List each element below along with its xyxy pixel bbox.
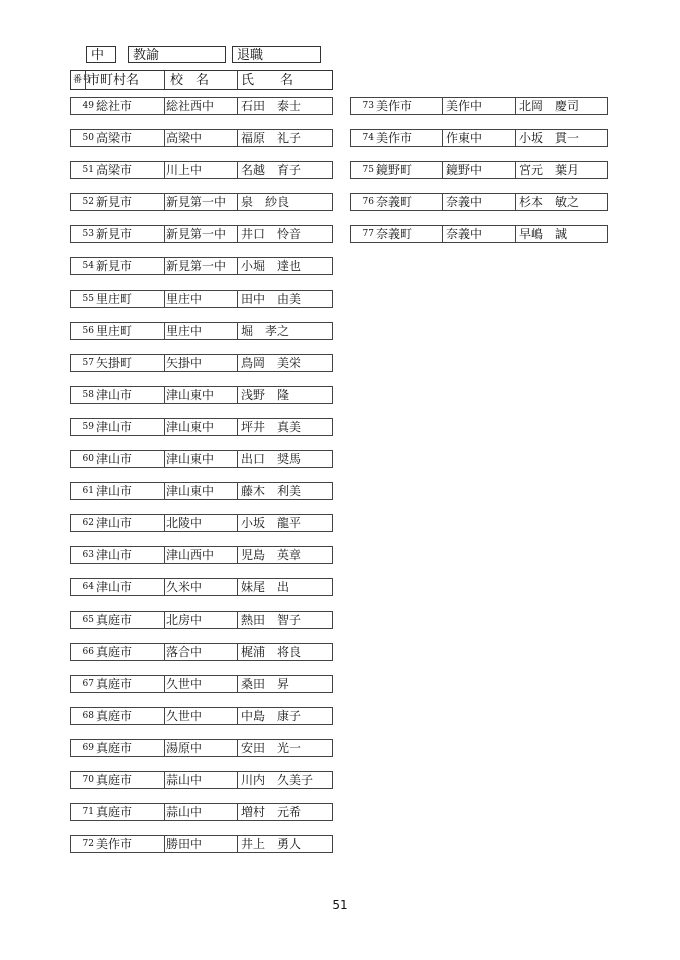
cell-divider [164, 450, 165, 468]
cell-divider [164, 193, 165, 211]
right-column [350, 97, 608, 257]
row-city: 矢掛町 [96, 355, 133, 370]
cell-divider [164, 739, 165, 757]
table-row [70, 290, 333, 308]
row-school: 津山東中 [166, 419, 215, 434]
row-school: 新見第一中 [166, 195, 227, 210]
row-name: 井口 怜音 [241, 227, 302, 242]
cell-divider [237, 578, 238, 596]
table-row [70, 739, 333, 757]
row-school: 久米中 [166, 580, 203, 595]
table-row [70, 386, 333, 404]
row-city: 津山市 [96, 516, 133, 531]
cell-divider [237, 97, 238, 115]
table-row [70, 835, 333, 853]
cell-divider [237, 386, 238, 404]
header-school: 校 名 [170, 73, 210, 88]
row-name: 川内 久美子 [241, 772, 314, 787]
table-row [350, 161, 608, 179]
row-name: 早嶋 誠 [519, 227, 568, 242]
cell-divider [164, 354, 165, 372]
row-city: 総社市 [96, 99, 133, 113]
row-name: 藤木 利美 [241, 484, 302, 499]
cell-divider [164, 418, 165, 436]
row-number: 55 [82, 293, 94, 304]
row-number: 77 [362, 229, 374, 240]
cell-divider [237, 257, 238, 275]
cell-divider [164, 707, 165, 725]
row-number: 52 [82, 197, 94, 208]
row-school: 作東中 [446, 131, 483, 146]
row-name: 小堀 達也 [241, 259, 302, 274]
cell-divider [164, 675, 165, 693]
table-row [70, 354, 333, 372]
row-number: 71 [82, 807, 94, 818]
row-school: 蒜山中 [166, 772, 203, 787]
cell-divider [237, 739, 238, 757]
table-row [70, 322, 333, 340]
table-row [70, 611, 333, 629]
cell-divider [237, 193, 238, 211]
cell-divider [164, 482, 165, 500]
table-row [70, 546, 333, 564]
row-name: 坪井 真美 [241, 419, 302, 434]
header-city: 市町村名 [87, 73, 140, 88]
row-number: 62 [82, 518, 94, 529]
table-row [350, 129, 608, 147]
cell-divider [442, 193, 443, 211]
row-number: 65 [82, 614, 94, 625]
cell-divider [237, 675, 238, 693]
row-number: 66 [82, 646, 94, 657]
row-name: 堀 孝之 [241, 323, 290, 338]
row-city: 真庭市 [96, 612, 133, 627]
cell-divider [237, 450, 238, 468]
cell-divider [237, 835, 238, 853]
row-name: 北岡 慶司 [519, 99, 580, 113]
row-city: 真庭市 [96, 708, 133, 723]
cell-divider [164, 514, 165, 532]
table-row [350, 193, 608, 211]
row-city: 奈義町 [376, 195, 413, 210]
cell-divider [237, 771, 238, 789]
cell-divider [237, 643, 238, 661]
row-number: 59 [82, 421, 94, 432]
cell-divider [237, 514, 238, 532]
cell-divider [164, 257, 165, 275]
row-city: 美作市 [96, 837, 133, 852]
row-school: 里庄中 [166, 291, 203, 306]
cell-divider [164, 546, 165, 564]
row-number: 54 [82, 261, 94, 272]
row-name: 増村 元希 [241, 805, 302, 820]
row-name: 桑田 昇 [241, 676, 290, 691]
row-name: 井上 勇人 [241, 837, 302, 852]
row-number: 50 [82, 133, 94, 144]
header-divider [164, 71, 165, 89]
row-school: 勝田中 [166, 837, 203, 852]
row-school: 津山東中 [166, 452, 215, 467]
row-school: 鏡野中 [446, 163, 483, 178]
table-row [350, 225, 608, 243]
row-city: 津山市 [96, 548, 133, 563]
row-city: 新見市 [96, 195, 133, 210]
row-number: 53 [82, 229, 94, 240]
row-number: 60 [82, 454, 94, 465]
row-school: 久世中 [166, 708, 203, 723]
table-row [70, 578, 333, 596]
row-city: 津山市 [96, 580, 133, 595]
row-number: 68 [82, 710, 94, 721]
table-row [70, 675, 333, 693]
cell-divider [237, 707, 238, 725]
header-name: 氏 名 [241, 73, 294, 88]
cell-divider [237, 482, 238, 500]
row-name: 小坂 貫一 [519, 131, 580, 146]
cell-divider [237, 225, 238, 243]
row-school: 北陵中 [166, 516, 203, 531]
cell-divider [164, 803, 165, 821]
row-number: 73 [362, 101, 374, 111]
row-name: 梶浦 将良 [241, 644, 302, 659]
position-label: 教諭 [133, 48, 160, 63]
row-number: 72 [82, 839, 94, 850]
row-number: 69 [82, 742, 94, 753]
cell-divider [237, 322, 238, 340]
table-row [70, 257, 333, 275]
row-name: 宮元 葉月 [519, 163, 580, 178]
cell-divider [515, 161, 516, 179]
row-number: 49 [82, 101, 94, 111]
page-number: 51 [332, 898, 348, 912]
cell-divider [515, 225, 516, 243]
row-city: 高梁市 [96, 131, 133, 146]
table-row [70, 193, 333, 211]
row-city: 新見市 [96, 259, 133, 274]
cell-divider [442, 161, 443, 179]
table-row [70, 418, 333, 436]
row-city: 津山市 [96, 452, 133, 467]
cell-divider [237, 290, 238, 308]
row-school: 総社西中 [166, 99, 215, 113]
table-row [70, 450, 333, 468]
row-city: 真庭市 [96, 740, 133, 755]
row-school: 蒜山中 [166, 805, 203, 820]
row-city: 里庄町 [96, 291, 133, 306]
row-city: 真庭市 [96, 805, 133, 820]
row-number: 74 [362, 133, 374, 144]
cell-divider [164, 161, 165, 179]
row-school: 新見第一中 [166, 227, 227, 242]
row-name: 児島 英章 [241, 548, 302, 563]
row-name: 杉本 敏之 [519, 195, 580, 210]
row-number: 56 [82, 325, 94, 336]
row-school: 高梁中 [166, 131, 203, 146]
row-name: 泉 紗良 [241, 195, 290, 210]
table-row [70, 803, 333, 821]
level-box [86, 46, 116, 63]
table-row [70, 97, 333, 115]
cell-divider [164, 290, 165, 308]
row-number: 76 [362, 197, 374, 208]
table-row [70, 161, 333, 179]
status-box [232, 46, 321, 63]
row-school: 久世中 [166, 676, 203, 691]
row-school: 美作中 [446, 99, 483, 113]
row-city: 美作市 [376, 131, 413, 146]
cell-divider [515, 193, 516, 211]
row-school: 川上中 [166, 163, 203, 178]
row-school: 津山東中 [166, 484, 215, 499]
row-city: 真庭市 [96, 676, 133, 691]
table-row [70, 225, 333, 243]
cell-divider [442, 97, 443, 115]
row-school: 里庄中 [166, 323, 203, 338]
row-name: 鳥岡 美栄 [241, 355, 302, 370]
row-school: 奈義中 [446, 195, 483, 210]
row-city: 津山市 [96, 484, 133, 499]
cell-divider [515, 129, 516, 147]
row-city: 新見市 [96, 227, 133, 242]
row-school: 北房中 [166, 612, 203, 627]
cell-divider [164, 771, 165, 789]
row-school: 新見第一中 [166, 259, 227, 274]
row-number: 75 [362, 165, 374, 176]
row-city: 美作市 [376, 99, 413, 113]
cell-divider [164, 225, 165, 243]
row-school: 奈義中 [446, 227, 483, 242]
row-name: 名越 育子 [241, 163, 302, 178]
cell-divider [237, 546, 238, 564]
left-column [70, 97, 333, 867]
cell-divider [164, 97, 165, 115]
table-row [70, 707, 333, 725]
row-name: 小坂 龍平 [241, 516, 302, 531]
row-name: 浅野 隆 [241, 387, 290, 402]
row-name: 中島 康子 [241, 708, 302, 723]
header-divider [237, 71, 238, 89]
row-number: 61 [82, 486, 94, 497]
row-name: 福原 礼子 [241, 131, 302, 146]
cell-divider [237, 354, 238, 372]
cell-divider [237, 161, 238, 179]
cell-divider [442, 225, 443, 243]
level-label: 中 [91, 48, 105, 63]
row-city: 津山市 [96, 387, 133, 402]
row-name: 熱田 智子 [241, 612, 302, 627]
row-city: 高梁市 [96, 163, 133, 178]
row-school: 矢掛中 [166, 355, 203, 370]
row-name: 妹尾 出 [241, 580, 290, 595]
table-row [70, 643, 333, 661]
table-header [70, 70, 333, 90]
row-school: 落合中 [166, 644, 203, 659]
row-number: 64 [82, 582, 94, 593]
table-row [70, 482, 333, 500]
cell-divider [515, 97, 516, 115]
row-school: 津山西中 [166, 548, 215, 563]
row-name: 安田 光一 [241, 740, 302, 755]
cell-divider [164, 578, 165, 596]
row-number: 70 [82, 774, 94, 785]
row-school: 津山東中 [166, 387, 215, 402]
row-city: 奈義町 [376, 227, 413, 242]
table-row [350, 97, 608, 115]
status-label: 退職 [237, 48, 264, 63]
table-row [70, 129, 333, 147]
row-number: 58 [82, 389, 94, 400]
row-city: 津山市 [96, 419, 133, 434]
cell-divider [442, 129, 443, 147]
row-number: 67 [82, 678, 94, 689]
row-city: 鏡野町 [376, 163, 413, 178]
row-number: 57 [82, 357, 94, 368]
row-city: 真庭市 [96, 772, 133, 787]
cell-divider [164, 835, 165, 853]
row-name: 出口 奨馬 [241, 452, 302, 467]
cell-divider [237, 803, 238, 821]
cell-divider [237, 611, 238, 629]
row-number: 63 [82, 550, 94, 561]
cell-divider [164, 322, 165, 340]
row-name: 石田 泰士 [241, 99, 302, 113]
row-number: 51 [82, 165, 94, 176]
table-row [70, 514, 333, 532]
cell-divider [164, 611, 165, 629]
row-city: 真庭市 [96, 644, 133, 659]
row-name: 田中 由美 [241, 291, 302, 306]
row-city: 里庄町 [96, 323, 133, 338]
cell-divider [164, 386, 165, 404]
cell-divider [237, 418, 238, 436]
position-box [128, 46, 226, 63]
header-divider [85, 71, 86, 89]
table-row [70, 771, 333, 789]
cell-divider [237, 129, 238, 147]
header-number: 番号 [73, 75, 92, 85]
cell-divider [164, 643, 165, 661]
cell-divider [164, 129, 165, 147]
row-school: 湯原中 [166, 740, 203, 755]
